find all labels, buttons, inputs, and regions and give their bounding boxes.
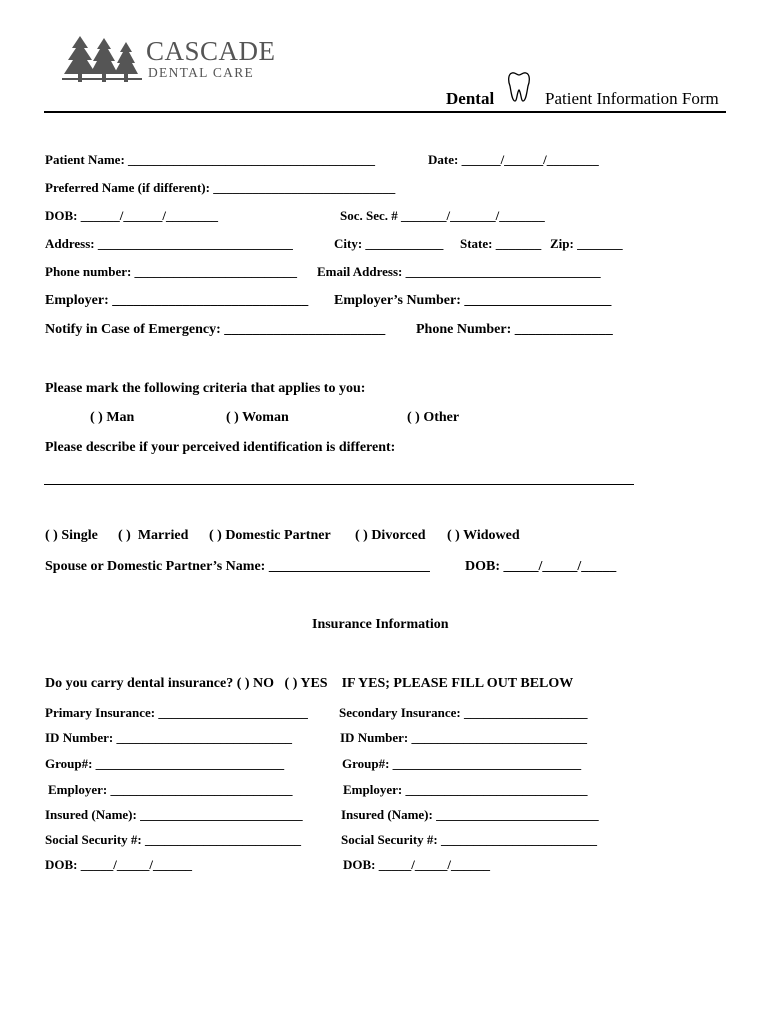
form-title: Patient Information Form: [545, 89, 719, 108]
describe-blank-line[interactable]: [44, 484, 634, 485]
logo-line-dental-care: DENTAL CARE: [148, 65, 255, 80]
primary-id-field[interactable]: ID Number: ___________________________: [45, 730, 292, 745]
domestic-partner-option[interactable]: ( ) Domestic Partner: [209, 528, 331, 543]
secondary-insurance-field[interactable]: Secondary Insurance: ___________________: [339, 705, 588, 720]
primary-employer-field[interactable]: Employer: ____________________________: [48, 782, 293, 797]
soc-sec-field[interactable]: Soc. Sec. # _______/_______/_______: [340, 208, 545, 223]
secondary-ssn-field[interactable]: Social Security #: ________________________: [341, 832, 598, 847]
address-field[interactable]: Address: ______________________________: [45, 236, 293, 251]
header-dental-label: Dental: [446, 89, 495, 108]
primary-insured-field[interactable]: Insured (Name): _________________________: [45, 807, 303, 822]
insurance-heading: Insurance Information: [312, 617, 449, 632]
tooth-icon: [507, 70, 531, 104]
header-rule: [44, 111, 726, 113]
dob-field[interactable]: DOB: ______/______/________: [45, 208, 218, 223]
primary-ssn-field[interactable]: Social Security #: ________________________: [45, 832, 302, 847]
phone-field[interactable]: Phone number: _________________________: [45, 264, 298, 279]
cascade-tree-logo: [62, 34, 142, 84]
date-field[interactable]: Date: ______/______/________: [428, 152, 599, 167]
preferred-name-field[interactable]: Preferred Name (if different): ____________________________: [45, 180, 396, 195]
patient-name-field[interactable]: Patient Name: ______________________________________: [45, 152, 376, 167]
emergency-contact-field[interactable]: Notify in Case of Emergency: _______________________: [45, 322, 386, 337]
divorced-option[interactable]: ( ) Divorced: [355, 528, 426, 543]
logo-line-cascade: CASCADE: [146, 36, 276, 66]
state-field[interactable]: State: _______: [460, 236, 542, 251]
secondary-group-field[interactable]: Group#: _____________________________: [342, 756, 582, 771]
secondary-insured-field[interactable]: Insured (Name): _________________________: [341, 807, 599, 822]
employer-number-field[interactable]: Employer’s Number: _____________________: [334, 293, 612, 308]
spouse-name-field[interactable]: Spouse or Domestic Partner’s Name: _______________________: [45, 559, 430, 574]
criteria-prompt: Please mark the following criteria that applies to you:: [45, 381, 366, 396]
primary-group-field[interactable]: Group#: _____________________________: [45, 756, 285, 771]
describe-prompt: Please describe if your perceived identification is different:: [45, 440, 396, 455]
primary-insurance-field[interactable]: Primary Insurance: _______________________: [45, 705, 308, 720]
dental-insurance-question[interactable]: Do you carry dental insurance? ( ) NO ( ) YES IF YES; PLEASE FILL OUT BELOW: [45, 676, 574, 691]
email-field[interactable]: Email Address: ______________________________: [317, 264, 601, 279]
man-option[interactable]: ( ) Man: [90, 410, 135, 425]
emergency-phone-field[interactable]: Phone Number: ______________: [416, 322, 613, 337]
other-option[interactable]: ( ) Other: [407, 410, 460, 425]
woman-option[interactable]: ( ) Woman: [226, 410, 289, 425]
single-option[interactable]: ( ) Single: [45, 528, 98, 543]
married-option[interactable]: ( ) Married: [118, 528, 189, 543]
employer-field[interactable]: Employer: ____________________________: [45, 293, 309, 308]
secondary-employer-field[interactable]: Employer: ____________________________: [343, 782, 588, 797]
spouse-dob-field[interactable]: DOB: _____/_____/_____: [465, 559, 617, 574]
zip-field[interactable]: Zip: _______: [550, 236, 623, 251]
city-field[interactable]: City: ____________: [334, 236, 444, 251]
primary-dob-field[interactable]: DOB: _____/_____/______: [45, 857, 192, 872]
secondary-dob-field[interactable]: DOB: _____/_____/______: [343, 857, 490, 872]
widowed-option[interactable]: ( ) Widowed: [447, 528, 520, 543]
secondary-id-field[interactable]: ID Number: ___________________________: [340, 730, 587, 745]
